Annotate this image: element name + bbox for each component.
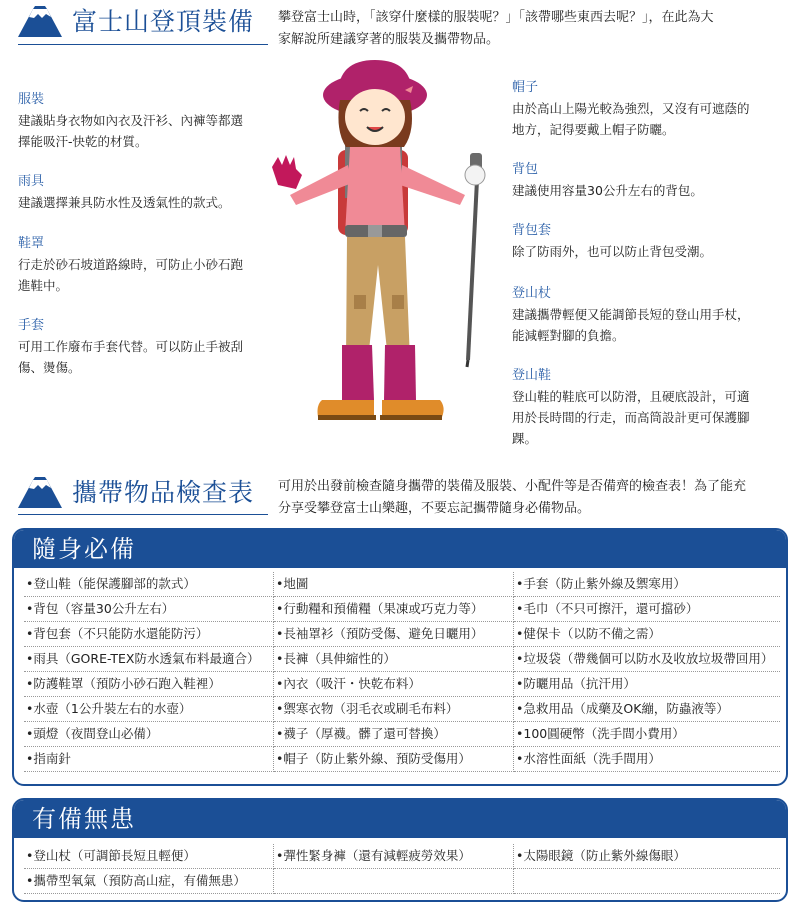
checklist-item: •水壺（1公升裝左右的水壺） [24, 697, 274, 722]
checklist-item: •襪子（厚襪。髒了還可替換） [274, 722, 514, 747]
checklist-item: •頭燈（夜間登山必備） [24, 722, 274, 747]
mount-fuji-icon [18, 3, 62, 37]
gear-clothing [18, 90, 288, 152]
gear-desc: 由於高山上陽光較為強烈，又沒有可遮蔭的 [512, 101, 750, 116]
checklist-item: •背包套（不只能防水還能防污） [24, 622, 274, 647]
gear-desc: 能減輕對腳的負擔。 [512, 328, 625, 343]
gear-title: 登山鞋 [512, 368, 552, 383]
checklist-item: •攜帶型氧氣（預防高山症，有備無患） [24, 869, 274, 894]
gear-gloves [18, 316, 288, 378]
gear-gaiters [18, 234, 288, 296]
checklist-item: •彈性緊身褲（還有減輕疲勞效果） [274, 844, 514, 869]
checklist-item: •垃圾袋（帶幾個可以防水及收放垃圾帶回用） [514, 647, 780, 672]
essentials-grid [14, 568, 786, 778]
checklist-item: •長袖罩衫（預防受傷、避免日曬用） [274, 622, 514, 647]
section2-rule [18, 514, 268, 515]
section2-intro-line: 分享受攀登富士山樂趣，不要忘記攜帶隨身必備物品。 [278, 501, 591, 516]
checklist-item: •內衣（吸汗・快乾布料） [274, 672, 514, 697]
gear-trekking-pole [512, 284, 782, 346]
checklist-item: •長褲（具伸縮性的） [274, 647, 514, 672]
gear-desc: 建議選擇兼具防水性及透氣性的款式。 [18, 195, 231, 210]
checklist-item: •手套（防止紫外線及禦寒用） [514, 572, 780, 597]
gear-title: 鞋罩 [18, 236, 45, 251]
shirt [345, 142, 405, 235]
section1-intro [278, 7, 793, 51]
gear-desc: 建議貼身衣物如內衣及汗衫、內褲等都選 [18, 113, 244, 128]
gear-desc: 進鞋中。 [18, 278, 69, 293]
checklist-item: •防曬用品（抗汗用） [514, 672, 780, 697]
checklist-item: •100圓硬幣（洗手間小費用） [514, 722, 780, 747]
hiker-illustration [250, 55, 495, 430]
section1-header [18, 2, 254, 38]
checklist-item: •地圖 [274, 572, 514, 597]
essentials-heading: 隨身必備 [14, 530, 786, 568]
checklist-item: •雨具（GORE-TEX防水透氣布料最適合） [24, 647, 274, 672]
gear-backpack [512, 160, 782, 201]
glove-icon [272, 155, 302, 189]
checklist-item: •急救用品（成藥及OK繃，防蟲液等） [514, 697, 780, 722]
gear-title: 登山杖 [512, 286, 552, 301]
checklist-item: •帽子（防止紫外線、預防受傷用） [274, 747, 514, 772]
gear-desc: 除了防雨外，也可以防止背包受潮。 [512, 244, 713, 259]
checklist-item: •行動糧和預備糧（果凍或巧克力等） [274, 597, 514, 622]
section1-rule [18, 44, 268, 45]
gear-desc: 用於長時間的行走，而高筒設計更可保護腳 [512, 410, 750, 425]
gear-desc: 可用工作廢布手套代替。可以防止手被刮 [18, 339, 244, 354]
section2-intro-line: 可用於出發前檢查隨身攜帶的裝備及服裝、小配件等是否備齊的檢查表！為了能充 [278, 479, 747, 494]
optional-heading: 有備無患 [14, 800, 786, 838]
gear-title: 帽子 [512, 80, 539, 95]
checklist-item: •禦寒衣物（羽毛衣或刷毛布料） [274, 697, 514, 722]
gear-title: 手套 [18, 318, 45, 333]
checklist-item: •背包（容量30公升左右） [24, 597, 274, 622]
gear-desc: 登山鞋的鞋底可以防滑，且硬底設計，可適 [512, 389, 750, 404]
gear-desc: 行走於砂石坡道路線時，可防止小砂石跑 [18, 257, 244, 272]
checklist-item: •太陽眼鏡（防止紫外線傷眼） [514, 844, 780, 869]
gear-title: 背包 [512, 162, 539, 177]
section2-intro [278, 476, 793, 520]
section2-header [18, 473, 254, 509]
gaiters-icon [342, 345, 416, 400]
gear-desc: 擇能吸汗-快乾的材質。 [18, 134, 148, 149]
gear-desc: 建議攜帶輕便又能調節長短的登山用手杖， [512, 307, 750, 322]
gear-backpack-cover [512, 221, 782, 262]
gear-desc: 傷、燙傷。 [18, 360, 81, 375]
gear-hat [512, 78, 782, 140]
right-arm [400, 165, 485, 205]
optional-grid [14, 838, 786, 900]
face [345, 89, 405, 145]
section1-intro-line: 家解說所建議穿著的服裝及攜帶物品。 [278, 32, 500, 47]
checklist-item: •防護鞋罩（預防小砂石跑入鞋裡） [24, 672, 274, 697]
checklist-item [274, 869, 514, 894]
gear-desc: 建議使用容量30公升左右的背包。 [512, 183, 703, 198]
gear-desc: 地方，記得要戴上帽子防曬。 [512, 122, 675, 137]
checklist-item: •登山鞋（能保護腳部的款式） [24, 572, 274, 597]
gear-title: 雨具 [18, 174, 45, 189]
checklist-item: •指南針 [24, 747, 274, 772]
checklist-item: •水溶性面紙（洗手間用） [514, 747, 780, 772]
optional-box [12, 798, 788, 902]
section1-intro-line: 攀登富士山時，「該穿什麼樣的服裝呢？」「該帶哪些東西去呢？」，在此為大 [278, 10, 714, 25]
section1-title: 富士山登頂裝備 [72, 7, 255, 36]
checklist-item: •登山杖（可調節長短且輕便） [24, 844, 274, 869]
mount-fuji-icon [18, 474, 62, 508]
gear-hiking-boots [512, 366, 782, 449]
section2-title: 攜帶物品檢查表 [72, 478, 255, 507]
gear-raingear [18, 172, 288, 213]
checklist-item [514, 869, 780, 894]
gear-desc: 踝。 [512, 431, 538, 446]
gear-title: 背包套 [512, 223, 552, 238]
checklist-item: •毛巾（不只可擦汗，還可擋砂） [514, 597, 780, 622]
hiking-boots-icon [318, 400, 444, 420]
checklist-item: •健保卡（以防不備之需） [514, 622, 780, 647]
essentials-box [12, 528, 788, 786]
gear-title: 服裝 [18, 92, 45, 107]
